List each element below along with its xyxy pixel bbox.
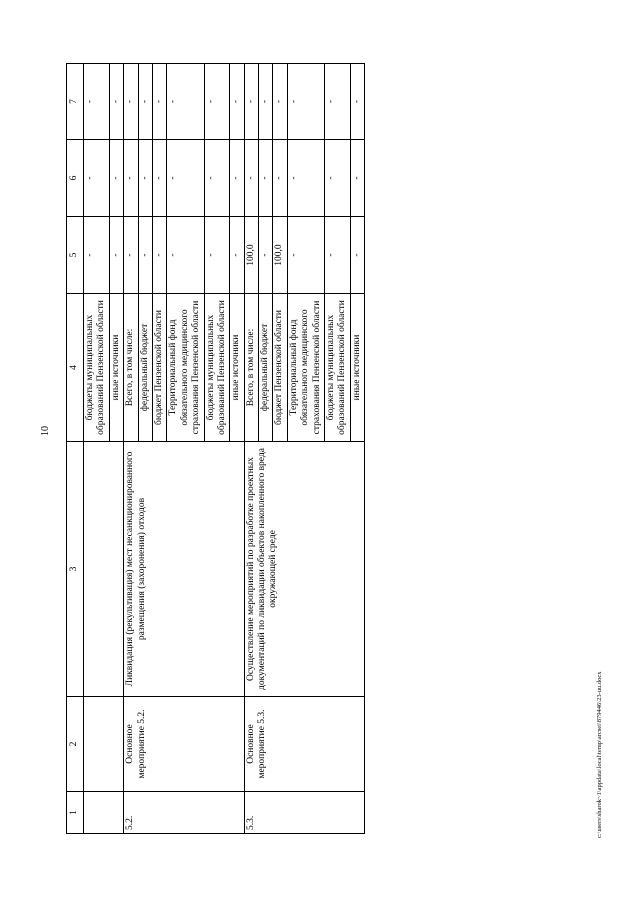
value-cell: - xyxy=(259,217,273,294)
value-cell: - xyxy=(84,64,110,140)
value-cell: - xyxy=(124,217,138,294)
value-cell: - xyxy=(273,64,287,140)
footer-file-path: c:\users\sharok~1\appdata\local\temp\arcsei\879446\23-uu.docx xyxy=(596,671,603,838)
value-cell: - xyxy=(109,64,123,140)
value-cell: - xyxy=(167,140,204,217)
table-row xyxy=(244,64,258,834)
value-cell: - xyxy=(138,140,152,217)
value-cell: - xyxy=(287,64,324,140)
header-row xyxy=(67,64,84,834)
item-number: 5.3. xyxy=(244,792,365,834)
page-number: 10 xyxy=(40,426,51,436)
source-cell: Всего, в том числе: xyxy=(124,294,138,442)
value-cell: 100,0 xyxy=(244,217,258,294)
value-cell: - xyxy=(124,64,138,140)
source-cell: Всего, в том числе: xyxy=(244,294,258,442)
value-cell: - xyxy=(350,217,364,294)
col-header: 4 xyxy=(67,294,84,442)
value-cell: - xyxy=(84,140,110,217)
value-cell: - xyxy=(230,64,244,140)
source-cell: бюджет Пензенской области xyxy=(273,294,287,442)
table-row xyxy=(124,64,138,834)
value-cell: - xyxy=(167,64,204,140)
value-cell: - xyxy=(167,217,204,294)
value-cell: - xyxy=(325,64,351,140)
value-cell: - xyxy=(244,140,258,217)
item-description: Ликвидация (рекультивация) мест несанкционированного размещения (захоронения) отходов xyxy=(124,442,245,697)
value-cell: - xyxy=(204,140,230,217)
item-name: Основное мероприятие 5.3. xyxy=(244,697,365,792)
table-row xyxy=(84,64,110,834)
source-cell: Территориальный фонд обязательного медицинского страхования Пензенской области xyxy=(167,294,204,442)
source-cell: федеральный бюджет xyxy=(259,294,273,442)
value-cell: - xyxy=(138,217,152,294)
source-cell: бюджеты муниципальных образований Пензенской области xyxy=(325,294,351,442)
value-cell: - xyxy=(325,140,351,217)
source-cell: бюджеты муниципальных образований Пензенской области xyxy=(84,294,110,442)
col-header: 7 xyxy=(67,64,84,140)
empty-cell xyxy=(84,697,124,792)
source-cell: иные источники xyxy=(350,294,364,442)
value-cell: - xyxy=(287,140,324,217)
value-cell: - xyxy=(109,140,123,217)
value-cell: - xyxy=(350,64,364,140)
value-cell: - xyxy=(244,64,258,140)
value-cell: - xyxy=(138,64,152,140)
value-cell: - xyxy=(204,217,230,294)
value-cell: - xyxy=(259,64,273,140)
value-cell: - xyxy=(152,64,166,140)
value-cell: - xyxy=(230,140,244,217)
empty-cell xyxy=(84,442,124,697)
value-cell: - xyxy=(273,140,287,217)
value-cell: - xyxy=(109,217,123,294)
source-cell: иные источники xyxy=(109,294,123,442)
value-cell: - xyxy=(84,217,110,294)
value-cell: - xyxy=(230,217,244,294)
item-number: 5.2. xyxy=(124,792,245,834)
value-cell: - xyxy=(350,140,364,217)
item-description: Осуществление мероприятий по разработке проектных документаций по ликвидации объектов накопленного вреда окружающей среде xyxy=(244,442,365,697)
value-cell: - xyxy=(287,217,324,294)
source-cell: иные источники xyxy=(230,294,244,442)
value-cell: - xyxy=(152,140,166,217)
value-cell: - xyxy=(325,217,351,294)
value-cell: - xyxy=(204,64,230,140)
col-header: 3 xyxy=(67,442,84,697)
col-header: 2 xyxy=(67,697,84,792)
item-name: Основное мероприятие 5.2. xyxy=(124,697,245,792)
value-cell: - xyxy=(259,140,273,217)
col-header: 1 xyxy=(67,792,84,834)
source-cell: федеральный бюджет xyxy=(138,294,152,442)
col-header: 5 xyxy=(67,217,84,294)
col-header: 6 xyxy=(67,140,84,217)
value-cell: - xyxy=(124,140,138,217)
program-table xyxy=(66,63,365,834)
value-cell: - xyxy=(152,217,166,294)
value-cell: 100,0 xyxy=(273,217,287,294)
source-cell: Территориальный фонд обязательного медицинского страхования Пензенской области xyxy=(287,294,324,442)
source-cell: бюджеты муниципальных образований Пензенской области xyxy=(204,294,230,442)
table-container xyxy=(66,64,556,834)
empty-cell xyxy=(84,792,124,834)
source-cell: бюджет Пензенской области xyxy=(152,294,166,442)
